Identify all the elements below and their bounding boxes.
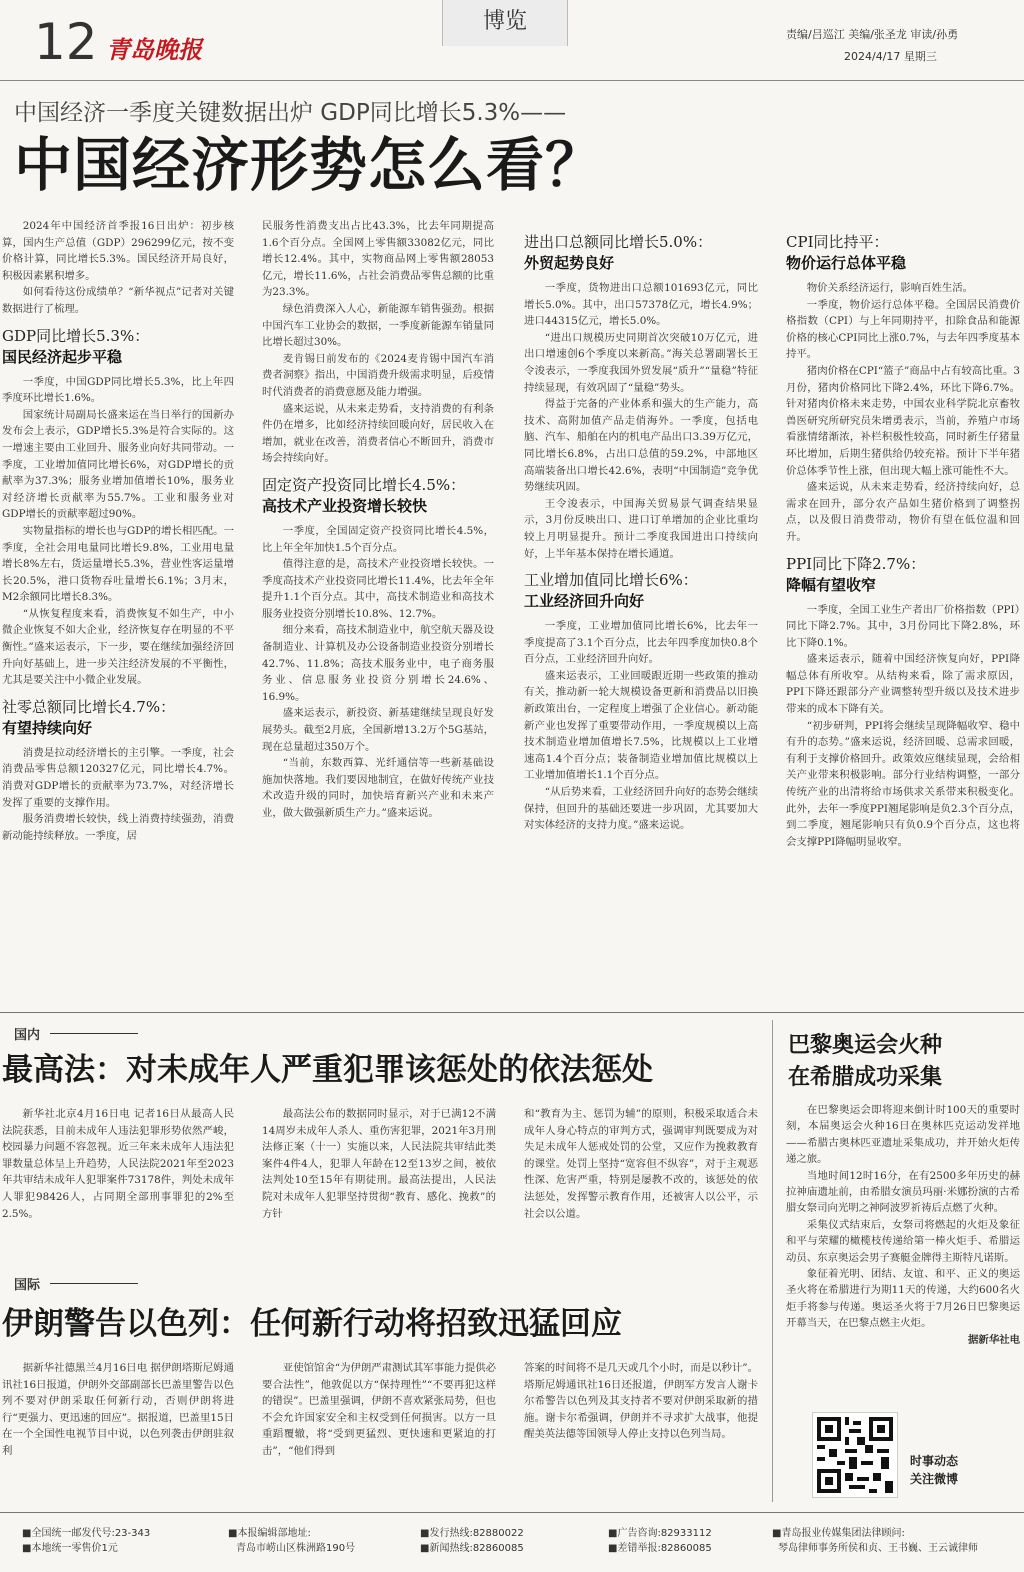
paragraph: 消费是拉动经济增长的主引擎。一季度，社会消费品零售总额120327亿元，同比增长4.7%。消费对GDP增长的贡献率为73.7%，对经济增长发挥了重要的支撑作用。 [2, 746, 234, 809]
subhead-kicker: CPI同比持平： [786, 233, 889, 251]
legal-advisor-label: ■青岛报业传媒集团法律顾问: [772, 1528, 905, 1539]
footer [0, 1526, 1024, 1566]
footer-col-3 [420, 1526, 524, 1556]
domestic-paragraph: 新华社北京4月16日电 记者16日从最高人民法院获悉，目前未成年人违法犯罪形势依然严峻，校园暴力问题不容忽视。近三年来未成年人违法犯罪数量总体呈上升趋势，人民法院2021年至2023年共审结未成年人犯罪案件73178件，判处未成年人罪犯98426人，占同期全部刑事罪犯的2%至2.5%。 [2, 1108, 234, 1220]
subhead-title: 高技术产业投资增长较快 [262, 496, 428, 515]
side-paragraph: 象征着光明、团结、友谊、和平、正义的奥运圣火将在希腊进行为期11天的传递，大约600名火炬手将参与传递。奥运圣火将于7月26日巴黎奥运开幕当天，在巴黎点燃主火炬。 [786, 1268, 1020, 1330]
postal-code: ■全国统一邮发代号:23-343 [22, 1528, 151, 1539]
side-box-border [772, 1020, 773, 1502]
paragraph: 细分来看，高技术制造业中，航空航天器及设备制造业、计算机及办公设备制造业投资分别增长42.7%、11.8%；高技术服务业中，电子商务服务业、信息服务业投资分别增长24.6%、16.9%。 [262, 624, 494, 703]
error-report: ■差错举报:82860085 [608, 1543, 712, 1554]
domestic-paragraph: 和“教育为主、惩罚为辅”的原则，积极采取适合未成年人身心特点的审判方式，强调审判既要成为对失足未成年人惩戒处罚的公堂，又应作为挽救教育的课堂。处罚上坚持“宽容但不纵容”，对于主观恶性深、危害严重，特别是屡教不改的，该惩处的依法惩处，发挥警示教育作用，还被害人以公平，示社会以公道。 [524, 1108, 758, 1220]
international-column-3 [524, 1360, 758, 1443]
subhead-title: 外贸起势良好 [524, 254, 615, 272]
subhead-title: 工业经济回升向好 [524, 592, 645, 611]
international-headline: 伊朗警告以色列：任何新行动将招致迅猛回应 [2, 1306, 622, 1342]
side-headline-2: 在希腊成功采集 [788, 1065, 943, 1090]
international-column-1 [2, 1360, 234, 1460]
section-divider [0, 1012, 1024, 1013]
side-headline-1: 巴黎奥运会火种 [788, 1033, 943, 1058]
section-tab [442, 0, 568, 46]
paragraph: 实物量指标的增长也与GDP的增长相匹配。一季度，全社会用电量同比增长9.8%，工业用电量增长8%左右，货运量增长5.3%，营业性客运量增长20.5%，港口货物吞吐量增长6.1%；3月末，M2余额同比增长8.3%。 [2, 524, 234, 604]
qr-code[interactable] [812, 1412, 898, 1498]
footer-col-4 [608, 1526, 712, 1556]
main-headline: 中国经济形势怎么看？ [14, 131, 605, 199]
qr-caption-1: 时事动态 [910, 1454, 959, 1468]
paragraph: 猪肉价格在CPI“篮子”商品中占有较高比重。3月份，猪肉价格同比下降2.4%，环比下降6.7%。针对猪肉价格未来走势，中国农业科学院北京畜牧兽医研究所研究员朱增勇表示，当前，养殖户市场看涨情绪渐浓，补栏积极性较高，同时新生仔猪量环比增加，后期生猪供给仍较充裕。预计下半年猪价总体季节性上涨，但出现大幅上涨可能性不大。 [786, 364, 1020, 477]
paragraph: 国家统计局副局长盛来运在当日举行的国新办发布会上表示，GDP增长5.3%是符合实际的。这一增速主要由工业回升、服务业向好共同带动。一季度，工业增加值同比增长6%，对GDP增长的贡献率为37.3%；服务业增加值增长10%，服务业对经济增长贡献率为55.7%。工业和服务业对GDP增长的贡献率超过90%。 [2, 408, 234, 521]
paragraph: “进出口规模历史同期首次突破10万亿元，进出口增速创6个季度以来新高。”海关总署副署长王令浚表示，一季度我国外贸发展“质升”“量稳”特征持续显现，有效巩固了“量稳”势头。 [524, 331, 758, 394]
footer-col-2 [228, 1526, 355, 1556]
paragraph: 值得注意的是，高技术产业投资增长较快。一季度高技术产业投资同比增长11.4%，比去年全年提升1.1个百分点。其中，高技术制造业和高技术服务业投资分别增长10.8%、12.7%。 [262, 558, 494, 620]
ad-hotline: ■广告咨询:82933112 [608, 1528, 712, 1539]
office-address-label: ■本报编辑部地址: [228, 1528, 311, 1539]
side-paragraph: 当地时间12时16分，在有2500多年历史的赫拉神庙遗址前，由希腊女演员玛丽·米娜扮演的古希腊女祭司向光明之神阿波罗祈祷后点燃了火种。 [786, 1169, 1020, 1215]
domestic-paragraph: 最高法公布的数据同时显示，对于已满12不满14周岁未成年人杀人、重伤害犯罪，2021年3月刑法修正案（十一）实施以来，人民法院共审结此类案件4件4人，犯罪人年龄在12至13岁之间，被依法判处10至15年有期徒刑。最高法提出，人民法院对未成年人犯罪坚持贯彻“教育、感化、挽救”的方针 [262, 1108, 496, 1220]
subhead-kicker: 固定资产投资同比增长4.5%： [262, 475, 466, 494]
paragraph: 盛来运表示，随着中国经济恢复向好，PPI降幅总体有所收窄。从结构来看，除了需求原因，PPI下降还跟部分产业调整转型升级以及技术进步带来的成本下降有关。 [786, 653, 1020, 716]
domestic-headline: 最高法：对未成年人严重犯罪该惩处的依法惩处 [2, 1052, 653, 1088]
main-column-4 [786, 232, 1020, 850]
subhead-kicker: GDP同比增长5.3%： [2, 326, 150, 345]
paragraph: “当前，东数西算、光纤通信等一些新基础设施加快落地。我们要因地制宜，在做好传统产业技术改造升级的同时，加快培育新兴产业和未来产业，做大做强新质生产力。”盛来运说。 [262, 757, 494, 819]
paragraph: 一季度，工业增加值同比增长6%，比去年一季度提高了3.1个百分点，比去年四季度加快0.8个百分点，工业经济回升向好。 [524, 620, 758, 666]
subhead-title: 降幅有望收窄 [786, 575, 877, 594]
paragraph: 盛来运说，从未来走势看，经济持续向好，总需求在回升，部分农产品如生猪价格到了调整拐点，以及假日消费带动，物价有望在低位温和回升。 [786, 481, 1020, 543]
side-paragraph: 在巴黎奥运会即将迎来倒计时100天的重要时刻，本届奥运会火种16日在奥林匹克运动发祥地——希腊古奥林匹亚遗址采集成功，并开始火炬传递之旅。 [786, 1104, 1020, 1166]
paragraph: 盛来运说，从未来走势看，支持消费的有利条件仍在增多，比如经济持续回暖向好，居民收入在增加，就业在改善，消费者信心不断回升，消费市场会持续向好。 [262, 402, 494, 465]
domestic-column-2 [262, 1106, 496, 1222]
paragraph: 麦肯锡日前发布的《2024麦肯锡中国汽车消费者洞察》指出，中国消费升级需求明显，后疫情时代消费者的消费意愿及能力增强。 [262, 352, 494, 398]
paragraph: 物价关系经济运行，影响百姓生活。 [806, 282, 974, 294]
side-paragraph: 采集仪式结束后，女祭司将燃起的火炬及象征和平与荣耀的橄榄枝传递给第一棒火炬手、希腊运动员、东京奥运会男子赛艇金牌得主斯特凡诺斯。 [786, 1218, 1020, 1264]
international-label-rule [50, 1283, 138, 1284]
office-address: 青岛市崂山区株洲路190号 [236, 1543, 356, 1554]
international-label-text: 国际 [14, 1278, 41, 1293]
main-column-1 [2, 218, 234, 844]
paragraph: 一季度，全国工业生产者出厂价格指数（PPI）同比下降2.7%。其中，3月份同比下降2.8%，环比下降0.1%。 [786, 603, 1020, 649]
header-rule [0, 80, 1024, 81]
subhead-title: 国民经济起步平稳 [2, 347, 123, 366]
side-credit: 据新华社电 [968, 1333, 1020, 1346]
subhead-kicker: 社零总额同比增长4.7%： [2, 697, 176, 716]
paragraph: 一季度，全国固定资产投资同比增长4.5%，比上年全年加快1.5个百分点。 [262, 524, 494, 554]
main-column-3 [524, 232, 758, 834]
subhead-kicker: PPI同比下降2.7%： [786, 554, 926, 573]
paragraph: 一季度，中国GDP同比增长5.3%，比上年四季度环比增长1.6%。 [2, 375, 234, 405]
news-hotline: ■新闻热线:82860085 [420, 1543, 524, 1554]
page-number: 12 [34, 13, 98, 71]
paragraph: 盛来运表示，工业回暖跟近期一些政策的推动有关，推动新一轮大规模设备更新和消费品以旧换新政策出台，一定程度上增强了企业信心。新动能新产业也发挥了重要带动作用，一季度规模以上高技术制造业增加值增长7.5%，比规模以上工业增速高1.4个百分点；装备制造业增加值比规模以上工业增加值增长1.1个百分点。 [524, 669, 758, 782]
paragraph: 得益于完备的产业体系和强大的生产能力，高技术、高附加值产品走俏海外。一季度，包括电脑、汽车、船舶在内的机电产品出口3.39万亿元，同比增长6.8%，占出口总值的59.2%，中部地区高端装备出口增长42.6%，表明“中国制造”竞争优势继续巩固。 [524, 398, 758, 494]
paragraph: 民服务性消费支出占比43.3%，比去年同期提高1.6个百分点。全国网上零售额33082亿元，同比增长12.4%。其中，实物商品网上零售额28053亿元，增长11.6%，占社会消费品零售总额的比重为23.3%。 [262, 220, 494, 299]
international-paragraph: 答案的时间将不是几天或几个小时，而是以秒计”。塔斯尼姆通讯社16日还报道，伊朗军方发言人谢卡尔希警告以色列及其支持者不要对伊朗采取新的措施。谢卡尔希强调，伊朗并不寻求扩大战事，他提醒美英法德等国领导人停止支持以色列当局。 [524, 1362, 758, 1441]
legal-advisors: 琴岛律师事务所侯和贞、王书巍、王云诚律师 [778, 1543, 978, 1554]
domestic-label-text: 国内 [14, 1028, 41, 1043]
paragraph: 盛来运表示，新投资、新基建继续呈现良好发展势头。截至2月底，全国新增13.2万个5G基站，现在总量超过350万个。 [262, 707, 494, 753]
subhead-title: 有望持续向好 [2, 718, 93, 737]
qr-caption-2: 关注微博 [910, 1472, 959, 1486]
footer-col-1 [22, 1526, 150, 1556]
qr-code-icon [813, 1413, 897, 1497]
retail-price: ■本地统一零售价1元 [22, 1543, 118, 1554]
paragraph: 王令浚表示，中国海关贸易景气调查结果显示，3月份反映出口、进口订单增加的企业比重均较上月明显提升。预计二季度我国进出口持续向好，上半年基本保持在增长通道。 [524, 497, 758, 560]
subhead-kicker: 进出口总额同比增长5.0%： [524, 233, 713, 251]
editors-line: 责编/吕巡江 美编/张圣龙 审读/孙勇 [786, 28, 959, 41]
paragraph: “初步研判，PPI将会继续呈现降幅收窄、稳中有升的态势。”盛来运说，经济回暖、总需求回暖，有利于支撑价格回升。政策效应继续显现，会给相关产业带来积极影响。部分行业结构调整，一部分传统产业的出清将给市场供求关系带来积极变化。此外，去年一季度PPI翘尾影响是负2.3个百分点，到二季度，翘尾影响只有负0.9个百分点，这也将会支撑PPI降幅明显收窄。 [786, 719, 1020, 848]
footer-col-5 [772, 1526, 978, 1556]
side-column [786, 1102, 1020, 1348]
subhead-title: 物价运行总体平稳 [786, 254, 907, 272]
paragraph: “从恢复程度来看，消费恢复不如生产，中小微企业恢复不如大企业，经济恢复存在明显的不平衡性。”盛来运表示，下一步，要在继续加强经济回升向好基础上，进一步关注经济发展的不平衡性，尤其是要关注中小微企业发展。 [2, 607, 234, 687]
international-label [14, 1274, 40, 1293]
domestic-column-1 [2, 1106, 234, 1222]
international-paragraph: 据新华社德黑兰4月16日电 据伊朗塔斯尼姆通讯社16日报道，伊朗外交部副部长巴盖里警告以色列不要对伊朗采取任何新行动，否则伊朗将进行“更强力、更迅速的回应”。据报道，巴盖里15日在一个全国性电视节目中说，以色列袭击伊朗驻叙利 [2, 1362, 234, 1457]
intro-paragraph: 如何看待这份成绩单？“新华视点”记者对关键数据进行了梳理。 [2, 286, 234, 315]
paragraph: 一季度，货物进出口总额101693亿元，同比增长5.0%。其中，出口57378亿元，增长4.9%；进口44315亿元，增长5.0%。 [524, 282, 758, 328]
main-kicker: 中国经济一季度关键数据出炉 GDP同比增长5.3%—— [14, 100, 567, 126]
paragraph: 服务消费增长较快，线上消费持续强劲，消费新动能持续释放。一季度，居 [2, 813, 234, 842]
domestic-label-rule [50, 1033, 138, 1034]
paper-name: 青岛晚报 [106, 35, 202, 64]
issue-date: 2024/4/17 星期三 [844, 50, 937, 63]
domestic-column-3 [524, 1106, 758, 1222]
paragraph: 一季度，物价运行总体平稳。全国居民消费价格指数（CPI）与上年同期持平，扣除食品和能源价格的核心CPI同比上涨0.7%，与去年四季度基本持平。 [786, 298, 1020, 361]
section-title: 博览 [482, 9, 527, 34]
domestic-label [14, 1024, 40, 1043]
subhead-kicker: 工业增加值同比增长6%： [524, 571, 698, 590]
intro-paragraph: 2024年中国经济首季报16日出炉：初步核算，国内生产总值（GDP）296299亿元，按不变价格计算，同比增长5.3%。国民经济开局良好，积极因素累积增多。 [2, 220, 234, 282]
footer-rule [0, 1512, 1024, 1513]
international-column-2 [262, 1360, 496, 1460]
distribution-hotline: ■发行热线:82880022 [420, 1528, 524, 1539]
paragraph: 绿色消费深入人心，新能源车销售强劲。根据中国汽车工业协会的数据，一季度新能源车销量同比增长超过30%。 [262, 302, 494, 349]
paragraph: “从后势来看，工业经济回升向好的态势会继续保持，但回升的基础还要进一步巩固，尤其要加大对实体经济的支持力度。”盛来运说。 [524, 786, 758, 832]
international-paragraph: 亚使馆馆舍“为伊朗严肃测试其军事能力提供必要合法性”，他敦促以方“保持理性”“不要再犯这样的错误”。巴盖里强调，伊朗不喜欢紧张局势，但也不会允许国家安全和主权受到任何损害。以方一旦重蹈覆辙，将“受到更猛烈、更快速和更紧迫的打击”，“他们得到 [262, 1362, 496, 1457]
main-column-2 [262, 218, 494, 822]
